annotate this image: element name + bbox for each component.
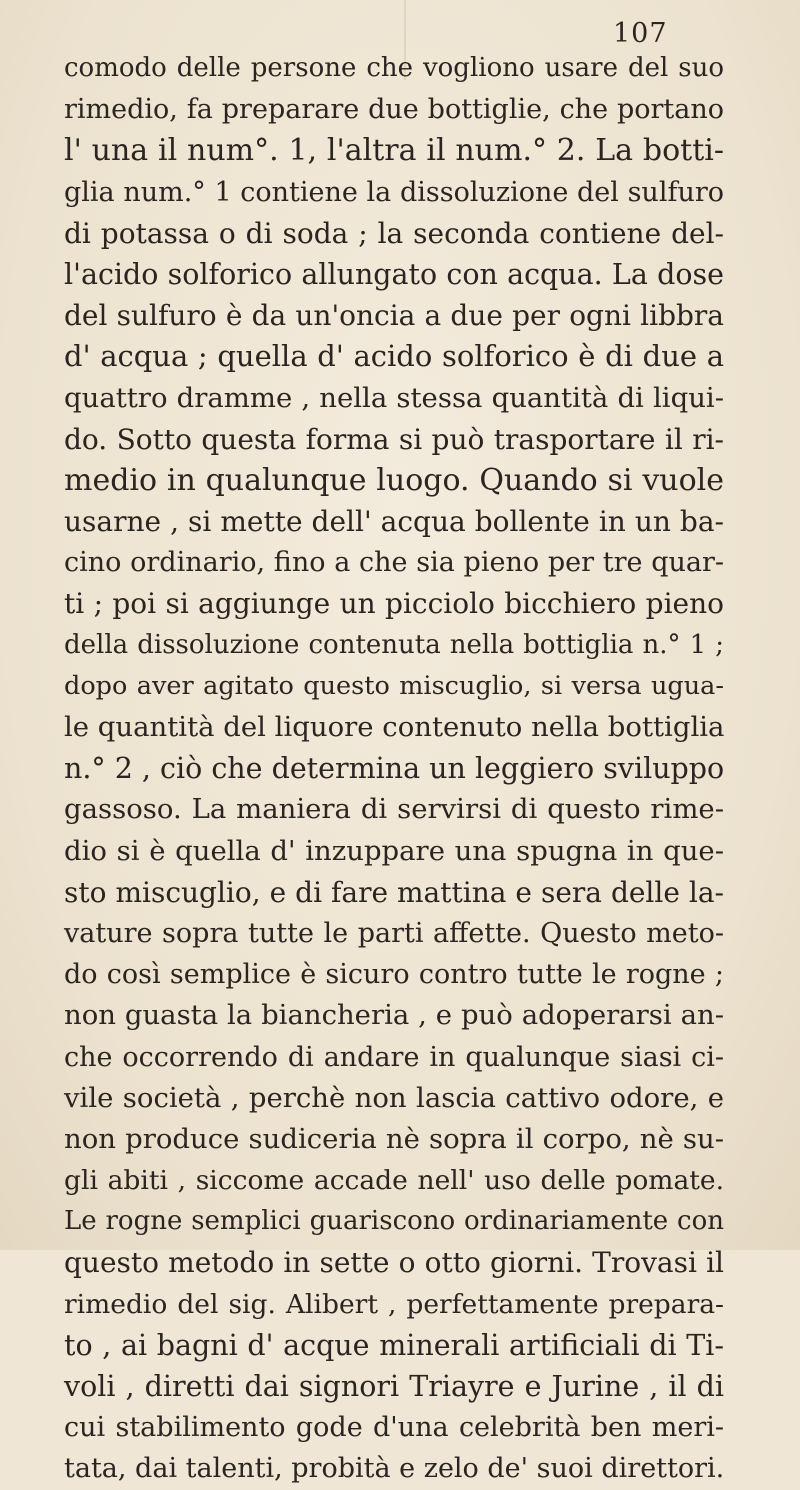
text-line-18: n.° 2 , ciò che determina un leggiero sviluppo	[64, 752, 725, 786]
text-line-24: non guasta la biancheria , e può adoperarsi an-	[64, 999, 724, 1032]
text-line-3: l' una il num°. 1, l'altra il num.° 2. La botti-	[64, 133, 724, 169]
text-line-15: della dissoluzione contenuta nella bottiglia n.° 1 ;	[64, 629, 724, 660]
text-line-5: di potassa o di soda ; la seconda contiene del-	[64, 216, 724, 250]
text-line-34: cui stabilimento gode d'una celebrità ben meri-	[64, 1412, 724, 1444]
text-line-7: del sulfuro è da un'oncia a due per ogni libbra	[64, 299, 724, 333]
text-line-30: questo metodo in sette o otto giorni. Trovasi il	[64, 1246, 724, 1280]
text-line-29: Le rogne semplici guariscono ordinariamente con	[64, 1206, 724, 1237]
text-line-35: tata, dai talenti, probità e zelo de' suoi direttori.	[64, 1453, 725, 1485]
text-line-26: vile società , perchè non lascia cattivo odore, e	[64, 1081, 724, 1114]
page-number: 107	[613, 18, 668, 49]
text-line-1: comodo delle persone che vogliono usare del suo	[64, 53, 724, 83]
text-line-10: do. Sotto questa forma si può trasportare il ri-	[64, 422, 724, 456]
text-line-2: rimedio, fa preparare due bottiglie, che portano	[64, 94, 724, 126]
text-line-20: dio si è quella d' inzuppare una spugna in que-	[64, 834, 724, 867]
text-line-19: gassoso. La maniera di servirsi di questo rime-	[64, 793, 724, 826]
text-line-13: cino ordinario, fino a che sia pieno per tre quar-	[64, 547, 724, 579]
text-line-9: quattro dramme , nella stessa quantità di liqui-	[64, 381, 724, 414]
text-line-14: ti ; poi si aggiunge un picciolo bicchiero pieno	[64, 587, 724, 621]
text-line-31: rimedio del sig. Alibert , perfettamente prepara-	[64, 1288, 724, 1320]
text-line-27: non produce sudiceria nè sopra il corpo, nè su-	[64, 1122, 724, 1155]
text-line-4: glia num.° 1 contiene la dissoluzione del sulfuro	[64, 176, 724, 208]
text-line-22: vature sopra tutte le parti affette. Questo meto-	[64, 917, 724, 949]
text-line-16: dopo aver agitato questo miscuglio, si versa ugua-	[64, 670, 724, 701]
text-line-23: do così semplice è sicuro contro tutte le rogne ;	[64, 959, 724, 991]
text-line-21: sto miscuglio, e di fare mattina e sera delle la-	[64, 875, 724, 909]
text-line-32: to , ai bagni d' acque minerali artificiali di Ti-	[64, 1328, 724, 1362]
text-line-8: d' acqua ; quella d' acido solforico è di due a	[64, 339, 724, 374]
text-line-17: le quantità del liquore contenuto nella bottiglia	[64, 711, 725, 743]
text-line-11: medio in qualunque luogo. Quando si vuole	[64, 462, 724, 498]
text-line-33: voli , diretti dai signori Triayre e Jurine , il di	[64, 1370, 724, 1403]
text-line-28: gli abiti , siccome accade nell' uso delle pomate.	[64, 1165, 724, 1197]
text-line-12: usarne , si mette dell' acqua bollente in un ba-	[64, 505, 724, 539]
text-line-6: l'acido solforico allungato con acqua. La dose	[64, 257, 724, 291]
text-line-25: che occorrendo di andare in qualunque siasi ci-	[64, 1041, 724, 1073]
body-text	[64, 48, 724, 1490]
